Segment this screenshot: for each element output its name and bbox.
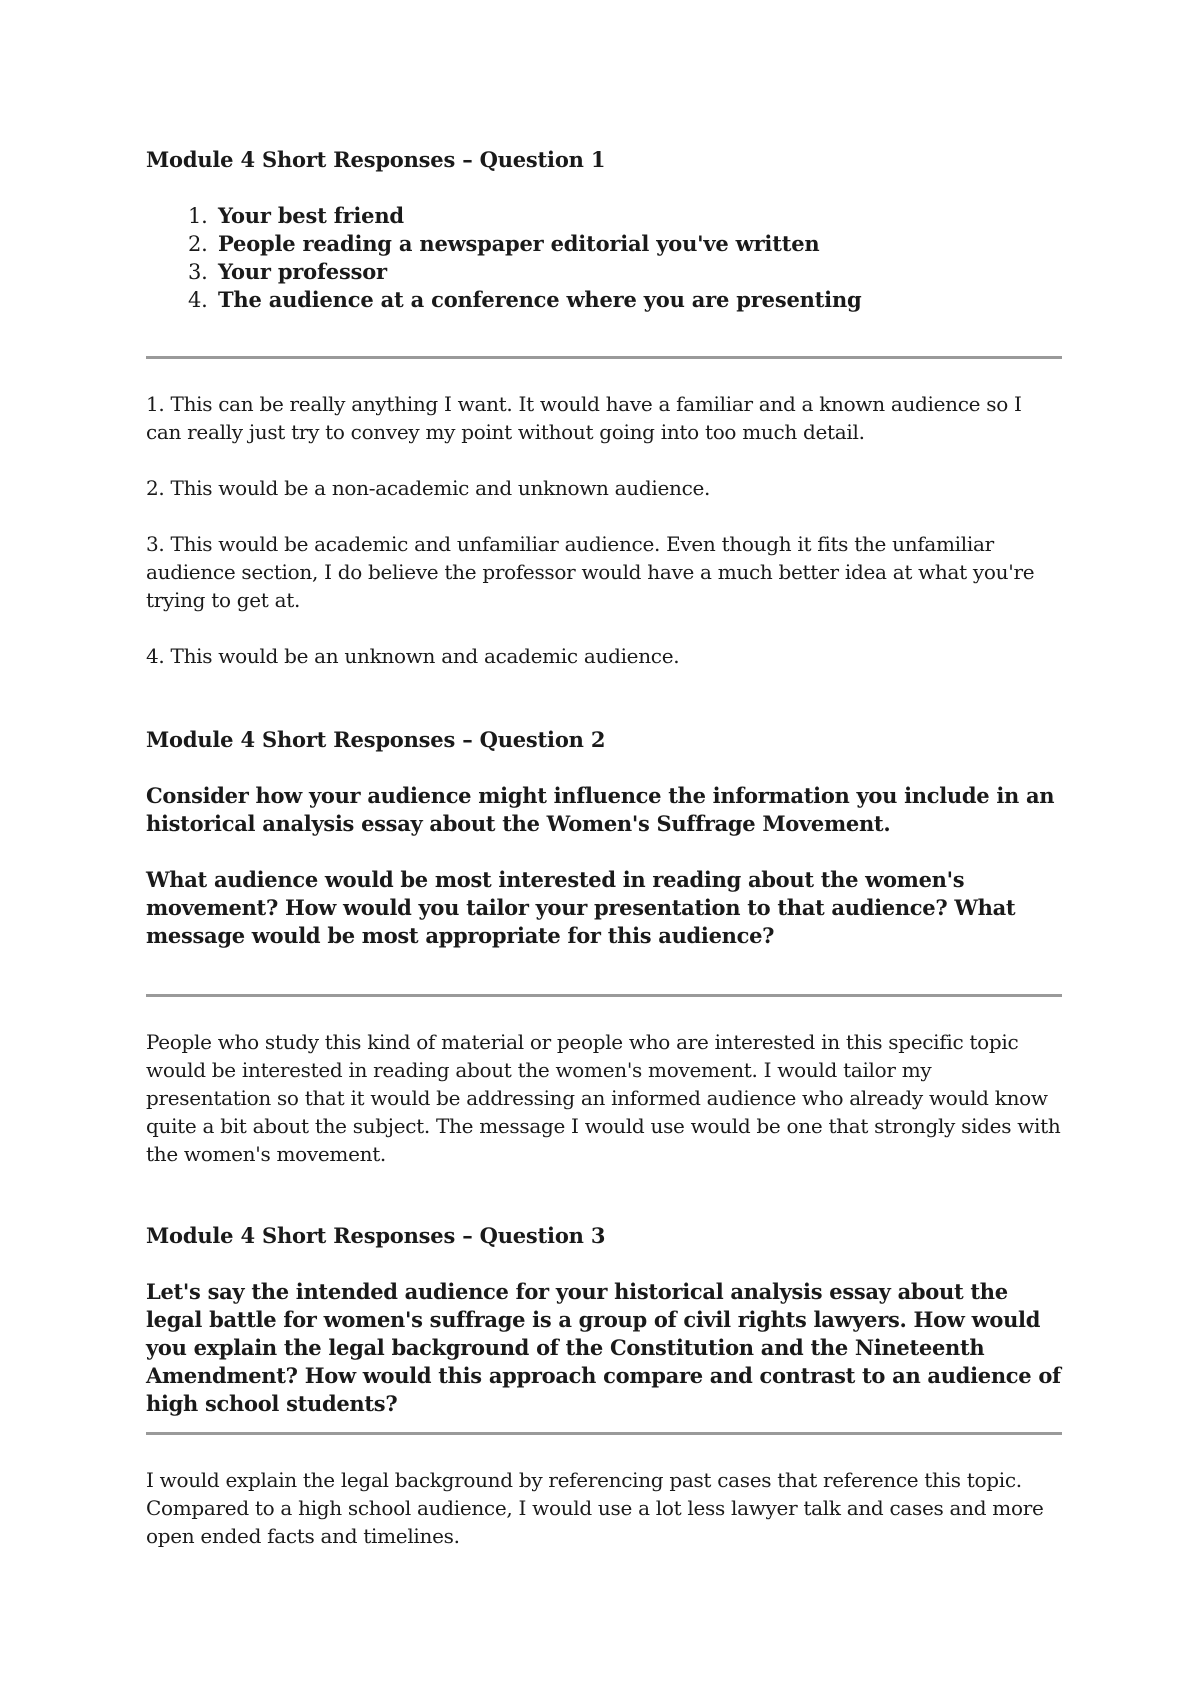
q1-answer-2: 2. This would be a non-academic and unknown audience. [146, 476, 711, 500]
list-item: 4. The audience at a conference where you are presenting [188, 287, 862, 312]
list-item: 3. Your professor [188, 259, 387, 284]
q3-answer: I would explain the legal background by referencing past cases that reference this topic. Compared to a high school audience, I would use a lot less lawyer talk and cases and more open ended facts and timelines. [146, 1468, 1044, 1548]
q2-heading: Module 4 Short Responses – Question 2 [146, 727, 606, 752]
q3-heading: Module 4 Short Responses – Question 3 [146, 1223, 606, 1248]
q2-prompt-2: What audience would be most interested in reading about the women's movement? How would you tailor your presentation to that audience? What message would be most appropriate for this audience? [146, 867, 1016, 948]
list-item: 2. People reading a newspaper editorial you've written [188, 231, 820, 256]
q1-divider [146, 356, 1062, 359]
q2-prompt-1: Consider how your audience might influence the information you include in an historical analysis essay about the Women's Suffrage Movement. [146, 783, 1055, 836]
q3-divider [146, 1432, 1062, 1435]
list-item: 1. Your best friend [188, 203, 404, 228]
q1-answer-3: 3. This would be academic and unfamiliar audience. Even though it fits the unfamiliar audience section, I do believe the professor would have a much better idea at what you're trying to get at. [146, 532, 1035, 612]
q2-divider [146, 994, 1062, 997]
q1-answer-1: 1. This can be really anything I want. It would have a familiar and a known audience so I can really just try to convey my point without going into too much detail. [146, 392, 1022, 444]
q1-audience-list [146, 202, 862, 314]
q3-prompt: Let's say the intended audience for your historical analysis essay about the legal battle for women's suffrage is a group of civil rights lawyers. How would you explain the legal background of the Constitution and the Nineteenth Amendment? How would this approach compare and contrast to an audience of high school students? [146, 1279, 1061, 1416]
q2-answer: People who study this kind of material or people who are interested in this specific topic would be interested in reading about the women's movement. I would tailor my presentation so that it would be addressing an informed audience who already would know quite a bit about the subject. The message I would use would be one that strongly sides with the women's movement. [146, 1030, 1061, 1166]
q1-answer-4: 4. This would be an unknown and academic audience. [146, 644, 680, 668]
q1-heading: Module 4 Short Responses – Question 1 [146, 147, 606, 172]
